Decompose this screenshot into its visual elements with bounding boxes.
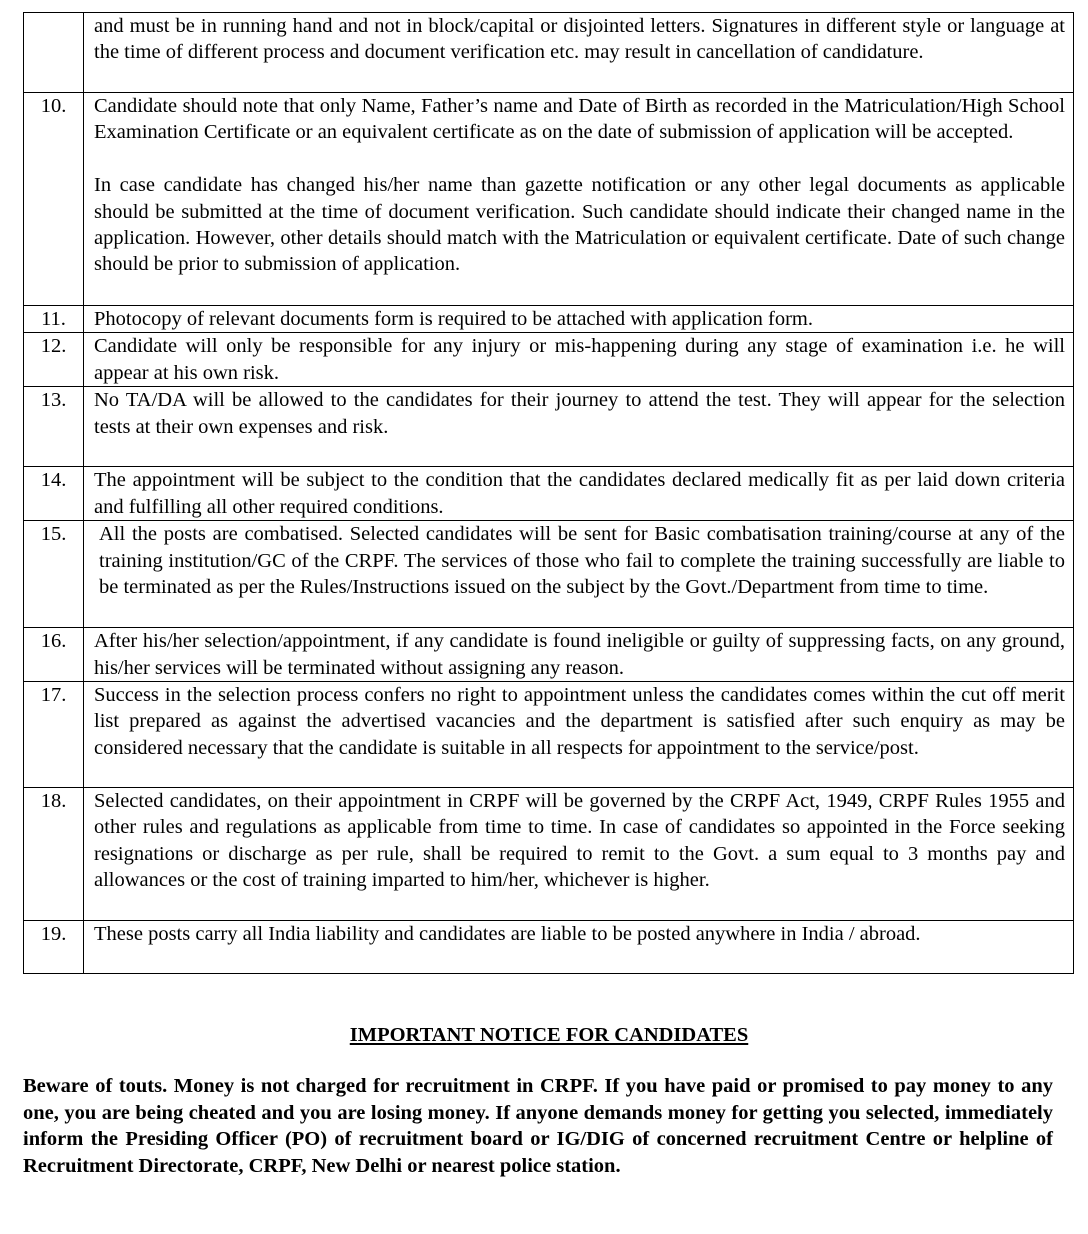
notice-heading: IMPORTANT NOTICE FOR CANDIDATES xyxy=(349,1024,749,1046)
row-text xyxy=(84,921,1074,974)
row-number: 14. xyxy=(24,467,84,521)
row-number xyxy=(24,13,84,93)
table-row xyxy=(24,467,1074,521)
row-number: 19. xyxy=(24,921,84,974)
row-paragraph: and must be in running hand and not in block/capital or disjointed letters. Signatures in different style or language at the time of different process and document verification etc. may result in cancellation of candidature. xyxy=(94,15,1065,64)
row-number: 15. xyxy=(24,521,84,628)
table-row xyxy=(24,921,1074,974)
row-text xyxy=(84,467,1074,521)
row-number: 11. xyxy=(24,306,84,333)
table-row xyxy=(24,788,1074,921)
row-text xyxy=(84,788,1074,921)
row-paragraph: All the posts are combatised. Selected candidates will be sent for Basic combatisation training/course at any of the training institution/GC of the CRPF. The services of those who fail to complete the training successfully are liable to be terminated as per the Rules/Instructions issued on the subject by the Govt./Department from time to time. xyxy=(99,523,1065,599)
row-paragraph: These posts carry all India liability and candidates are liable to be posted anywhere in India / abroad. xyxy=(94,923,921,946)
row-paragraph: After his/her selection/appointment, if any candidate is found ineligible or guilty of suppressing facts, on any ground, his/her services will be terminated without assigning any reason. xyxy=(94,630,1065,679)
table-row xyxy=(24,521,1074,628)
row-paragraph: In case candidate has changed his/her name than gazette notification or any other legal documents as applicable should be submitted at the time of document verification. Such candidate should indicate their changed name in the application. However, other details should match with the Matriculation or equivalent certificate. Date of such change should be prior to submission of application. xyxy=(94,174,1065,276)
row-text xyxy=(84,306,1074,333)
row-paragraph: The appointment will be subject to the condition that the candidates declared medically fit as per laid down criteria and fulfilling all other required conditions. xyxy=(94,469,1065,518)
table-row xyxy=(24,387,1074,467)
row-text xyxy=(84,387,1074,467)
row-text xyxy=(84,521,1074,628)
row-text xyxy=(84,333,1074,387)
table-row xyxy=(24,93,1074,306)
table-row xyxy=(24,306,1074,333)
row-paragraph: Success in the selection process confers no right to appointment unless the candidates comes within the cut off merit list prepared as against the advertised vacancies and the department is satisfied after such enquiry as may be considered necessary that the candidate is suitable in all respects for appointment to the service/post. xyxy=(94,684,1065,759)
table-row xyxy=(24,333,1074,387)
row-number: 16. xyxy=(24,628,84,682)
instructions-table xyxy=(23,12,1074,974)
table-row xyxy=(24,628,1074,682)
row-paragraph: Candidate should note that only Name, Father’s name and Date of Birth as recorded in the Matriculation/High School Examination Certificate or an equivalent certificate as on the date of submission of application will be accepted. xyxy=(94,95,1065,144)
row-paragraph: Selected candidates, on their appointment in CRPF will be governed by the CRPF Act, 1949, CRPF Rules 1955 and other rules and regulations as applicable from time to time. In case of candidates so appointed in the Force seeking resignations or discharge as per rule, shall be required to remit to the Govt. a sum equal to 3 months pay and allowances or the cost of training imparted to him/her, whichever is higher. xyxy=(94,790,1065,892)
row-text xyxy=(84,13,1074,93)
row-number: 10. xyxy=(24,93,84,306)
row-number: 18. xyxy=(24,788,84,921)
row-paragraph: No TA/DA will be allowed to the candidates for their journey to attend the test. They will appear for the selection tests at their own expenses and risk. xyxy=(94,389,1065,438)
row-text xyxy=(84,628,1074,682)
row-paragraph: Photocopy of relevant documents form is required to be attached with application form. xyxy=(94,308,814,330)
row-number: 13. xyxy=(24,387,84,467)
table-row xyxy=(24,13,1074,93)
notice-body: Beware of touts. Money is not charged for recruitment in CRPF. If you have paid or promised to pay money to any one, you are being cheated and you are losing money. If anyone demands money for getting you selected, immediately inform the Presiding Officer (PO) of recruitment board or IG/DIG of concerned recruitment Centre or helpline of Recruitment Directorate, CRPF, New Delhi or nearest police station. xyxy=(23,1075,1053,1177)
table-row xyxy=(24,682,1074,788)
row-text xyxy=(84,682,1074,788)
row-number: 12. xyxy=(24,333,84,387)
row-number: 17. xyxy=(24,682,84,788)
row-text xyxy=(84,93,1074,306)
row-paragraph: Candidate will only be responsible for any injury or mis-happening during any stage of examination i.e. he will appear at his own risk. xyxy=(94,335,1065,384)
